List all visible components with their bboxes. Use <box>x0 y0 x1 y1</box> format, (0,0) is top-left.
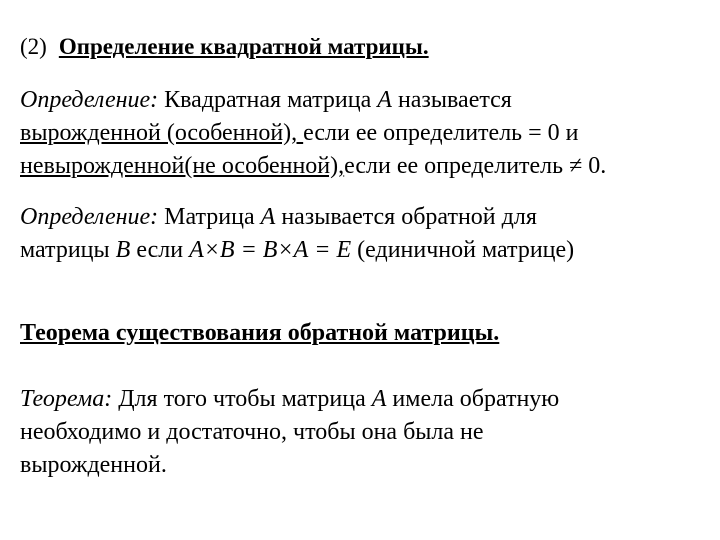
section-number: (2) <box>20 34 47 59</box>
section-heading <box>20 33 429 61</box>
definition2-line2: матрицы В если А×В = В×А = Е (единичной матрице) <box>20 237 575 263</box>
definition1-line3: невырожденной(не особенной),если ее определитель ≠ 0. <box>20 153 607 179</box>
definition2-line1: Определение: Матрица А называется обратной для <box>20 204 537 230</box>
theorem-heading <box>20 317 499 350</box>
matrix-b-variable: В <box>115 237 131 263</box>
theorem-inverse-existence <box>20 383 559 482</box>
theorem-line2: необходимо и достаточно, чтобы она была не <box>20 419 484 445</box>
matrix-a-variable: А <box>260 204 276 230</box>
definition1-line2: вырожденной (особенной), если ее определитель = 0 и <box>20 120 579 146</box>
nondegenerate-term: невырожденной(не особенной), <box>20 153 345 179</box>
section-title: Определение квадратной матрицы. <box>58 34 429 59</box>
degenerate-term: вырожденной (особенной), <box>20 120 304 146</box>
matrix-a-variable: А <box>377 87 392 113</box>
theorem-line3: вырожденной. <box>20 452 167 478</box>
theorem-label: Теорема: <box>20 386 113 412</box>
theorem-title: Теорема существования обратной матрицы. <box>20 320 500 346</box>
definition-degenerate-matrix <box>20 84 606 183</box>
definition2-label: Определение: <box>20 204 159 230</box>
definition-inverse-matrix <box>20 201 574 267</box>
definition1-label: Определение: <box>20 87 159 113</box>
matrix-a-variable: А <box>371 386 387 412</box>
theorem-line1: Теорема: Для того чтобы матрица А имела обратную <box>20 386 560 412</box>
inverse-formula: А×В = В×А = Е <box>189 237 352 263</box>
definition1-line1: Определение: Квадратная матрица А называется <box>20 87 512 113</box>
